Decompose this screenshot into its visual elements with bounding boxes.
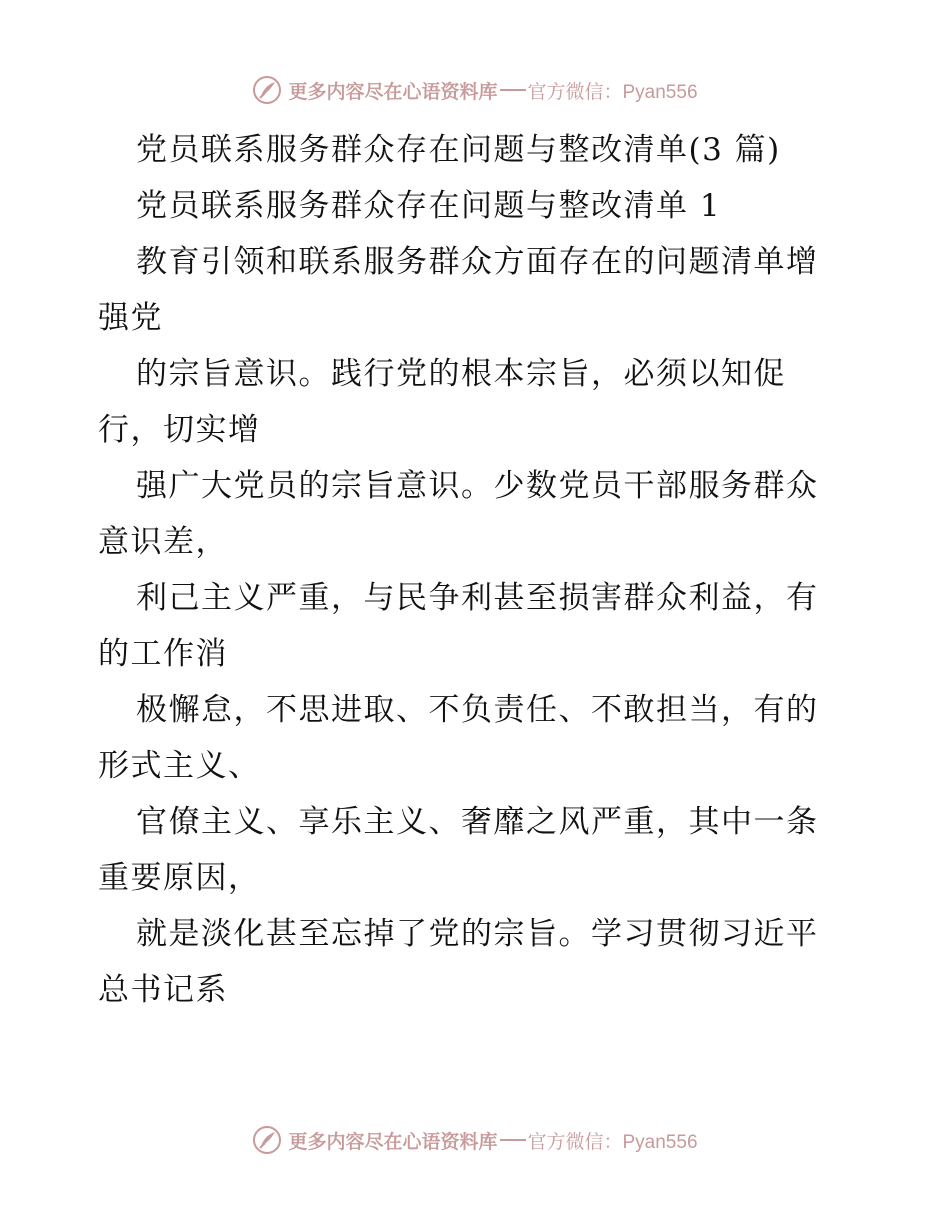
watermark-dash bbox=[500, 1139, 526, 1141]
section-heading: 党员联系服务群众存在问题与整改清单 1 bbox=[136, 188, 722, 224]
watermark-dash bbox=[500, 89, 526, 91]
footer-watermark bbox=[0, 1120, 950, 1160]
text-line: 强广大党员的宗旨意识。少数党员干部服务群众 bbox=[136, 468, 819, 504]
text-line: 重要原因， bbox=[98, 860, 261, 896]
quill-logo-icon bbox=[252, 75, 282, 105]
text-line: 教育引领和联系服务群众方面存在的问题清单增 bbox=[136, 244, 819, 280]
text-line: 极懈怠，不思进取、不负责任、不敢担当，有的 bbox=[136, 692, 819, 728]
text-line: 强党 bbox=[98, 300, 163, 336]
text-line: 利己主义严重，与民争利甚至损害群众利益，有 bbox=[136, 580, 819, 616]
header-watermark bbox=[0, 70, 950, 110]
text-line: 就是淡化甚至忘掉了党的宗旨。学习贯彻习近平 bbox=[136, 916, 819, 952]
text-line: 总书记系 bbox=[98, 972, 228, 1008]
text-line: 意识差， bbox=[98, 524, 228, 560]
text-line: 的宗旨意识。践行党的根本宗旨，必须以知促 bbox=[136, 356, 786, 392]
quill-logo-icon bbox=[252, 1125, 282, 1155]
watermark-site-name: 更多内容尽在心语资料库 bbox=[288, 1130, 498, 1153]
document-title: 党员联系服务群众存在问题与整改清单(3 篇) bbox=[136, 132, 781, 168]
text-line: 形式主义、 bbox=[98, 748, 261, 784]
text-line: 官僚主义、享乐主义、奢靡之风严重，其中一条 bbox=[136, 804, 819, 840]
text-line: 行，切实增 bbox=[98, 412, 261, 448]
watermark-site-name: 更多内容尽在心语资料库 bbox=[288, 80, 498, 103]
watermark-contact: 官方微信：Pyan556 bbox=[527, 1131, 698, 1153]
watermark-contact: 官方微信：Pyan556 bbox=[527, 81, 698, 103]
text-line: 的工作消 bbox=[98, 636, 228, 672]
document-body bbox=[98, 122, 858, 1018]
